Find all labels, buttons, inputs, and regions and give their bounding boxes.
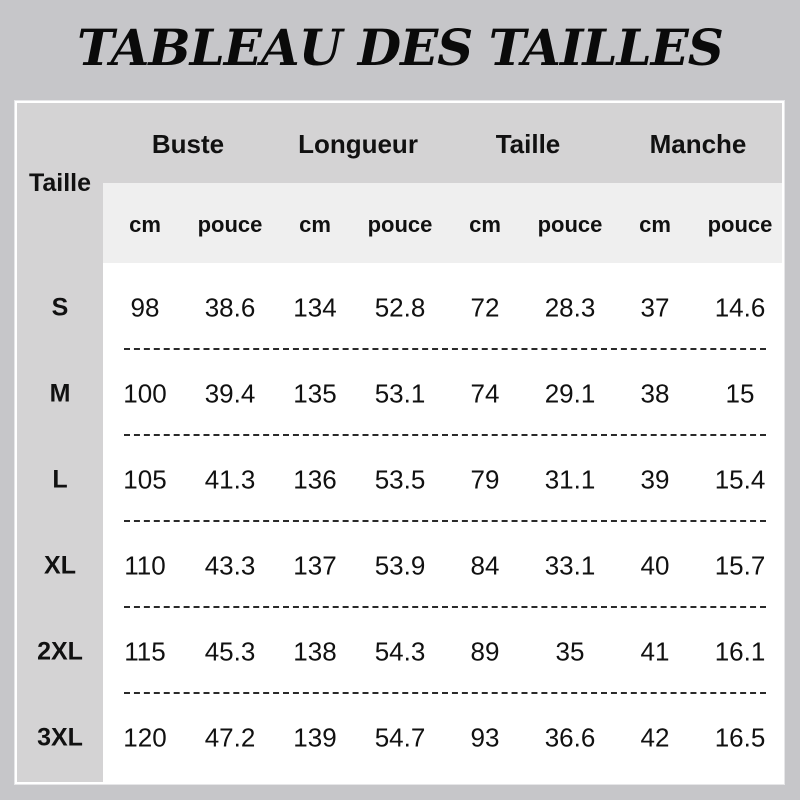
table-cell: 136 (293, 464, 337, 495)
group-header-taille: Taille (495, 129, 561, 159)
table-cell: 47.2 (204, 722, 256, 753)
table-cell: 16.5 (714, 722, 766, 753)
table-cell: 43.3 (204, 550, 256, 581)
table-cell: 100 (123, 378, 167, 409)
table-cell: 39.4 (204, 378, 256, 409)
row-divider (124, 348, 766, 350)
size-chart-table (15, 101, 784, 784)
size-row-label: M (49, 379, 71, 408)
unit-header: cm (129, 212, 161, 237)
table-cell: 41 (640, 636, 670, 667)
table-cell: 74 (470, 378, 500, 409)
table-cell: 135 (293, 378, 337, 409)
table-cell: 33.1 (544, 550, 596, 581)
row-divider (124, 434, 766, 436)
unit-header: cm (299, 212, 331, 237)
table-cell: 15.4 (714, 464, 766, 495)
table-cell: 98 (130, 292, 160, 323)
group-header-buste: Buste (151, 129, 225, 159)
table-cell: 41.3 (204, 464, 256, 495)
table-cell: 53.1 (374, 378, 426, 409)
table-cell: 137 (293, 550, 337, 581)
size-row-label: S (51, 293, 69, 322)
row-divider (124, 692, 766, 694)
table-cell: 36.6 (544, 722, 596, 753)
table-cell: 54.3 (374, 636, 426, 667)
size-row-label: 3XL (37, 723, 83, 752)
group-header-manche: Manche (649, 129, 747, 159)
unit-header: pouce (707, 212, 773, 237)
unit-header: pouce (537, 212, 603, 237)
table-cell: 93 (470, 722, 500, 753)
size-row-label: 2XL (37, 637, 83, 666)
unit-header: cm (469, 212, 501, 237)
table-cell: 84 (470, 550, 500, 581)
table-cell: 15 (725, 378, 755, 409)
table-cell: 72 (470, 292, 500, 323)
table-cell: 53.9 (374, 550, 426, 581)
table-cell: 29.1 (544, 378, 596, 409)
page-title: TABLEAU DES TAILLES (77, 18, 723, 77)
table-cell: 115 (124, 636, 166, 667)
table-cell: 38.6 (204, 292, 256, 323)
table-cell: 31.1 (544, 464, 596, 495)
table-cell: 39 (640, 464, 670, 495)
table-cell: 120 (123, 722, 167, 753)
unit-header: cm (639, 212, 671, 237)
row-divider (124, 520, 766, 522)
table-cell: 110 (124, 550, 166, 581)
table-cell: 53.5 (374, 464, 426, 495)
size-row-label: L (52, 465, 68, 494)
table-cell: 45.3 (204, 636, 256, 667)
table-cell: 15.7 (714, 550, 766, 581)
table-cell: 134 (293, 292, 337, 323)
table-cell: 42 (640, 722, 670, 753)
table-cell: 89 (470, 636, 500, 667)
table-cell: 40 (640, 550, 670, 581)
table-cell: 37 (640, 292, 670, 323)
unit-header: pouce (367, 212, 433, 237)
table-cell: 139 (293, 722, 337, 753)
table-cell: 16.1 (714, 636, 766, 667)
table-cell: 14.6 (714, 292, 766, 323)
group-header-longueur: Longueur (298, 129, 418, 159)
size-column (17, 103, 103, 782)
unit-header: pouce (197, 212, 263, 237)
row-divider (124, 606, 766, 608)
table-cell: 35 (555, 636, 585, 667)
table-cell: 105 (123, 464, 167, 495)
size-column-header: Taille (28, 169, 92, 197)
table-cell: 38 (640, 378, 670, 409)
table-cell: 79 (470, 464, 500, 495)
size-row-label: XL (44, 551, 76, 580)
table-cell: 52.8 (374, 292, 426, 323)
table-cell: 54.7 (374, 722, 426, 753)
table-cell: 28.3 (544, 292, 596, 323)
table-cell: 138 (293, 636, 337, 667)
